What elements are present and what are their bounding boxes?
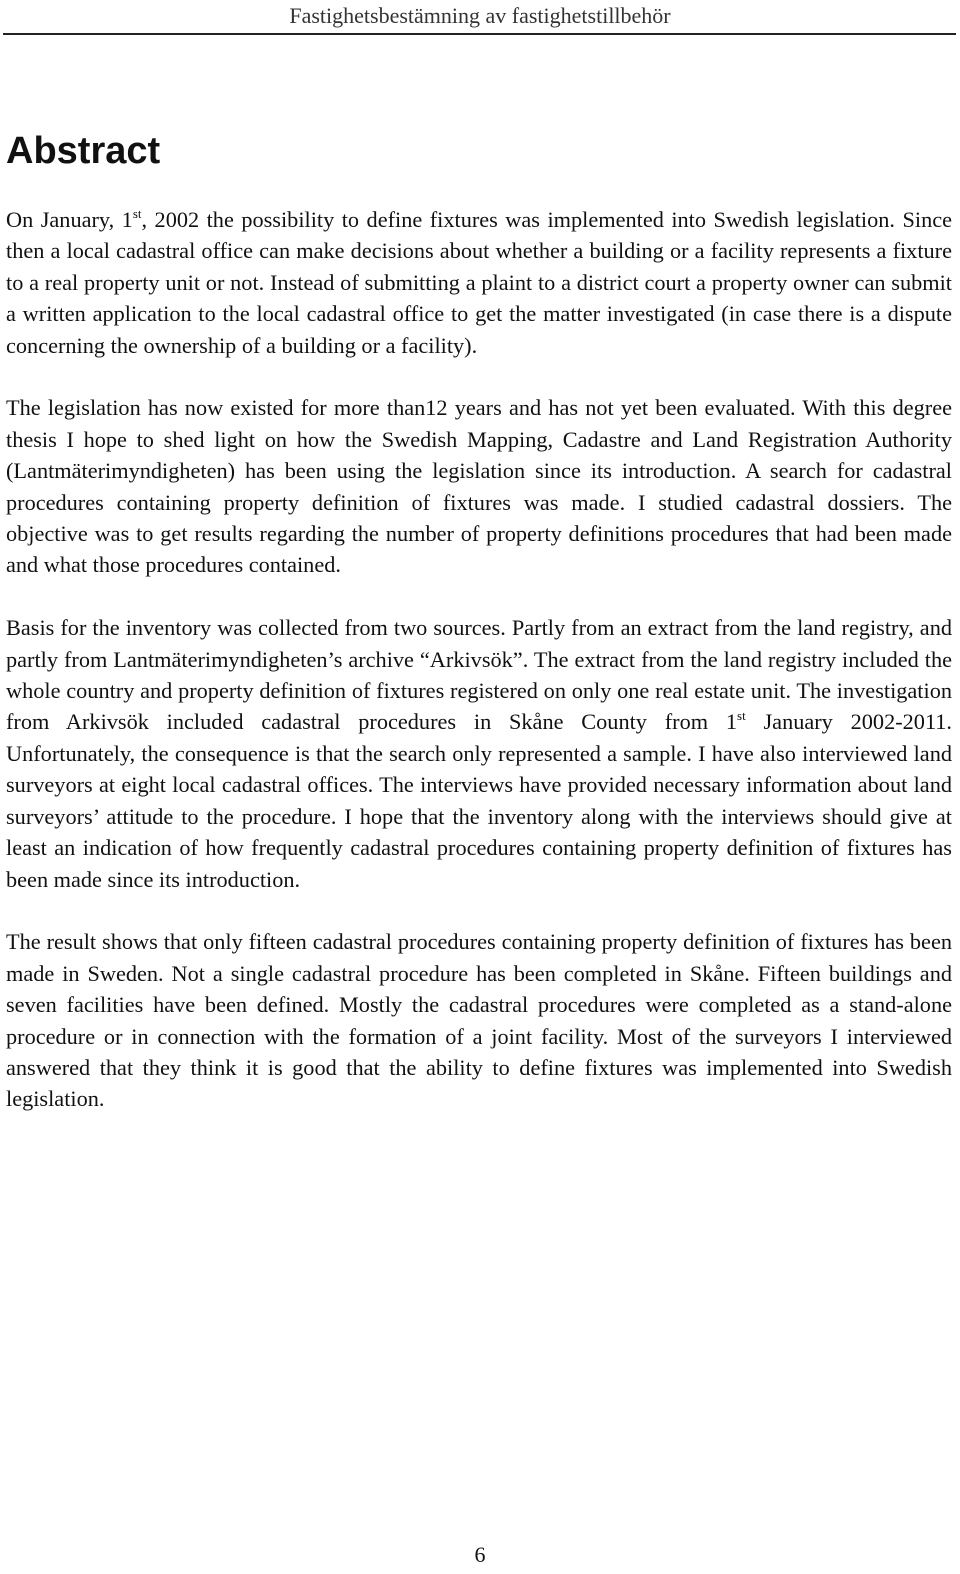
- abstract-body: [6, 204, 952, 1146]
- paragraph-3-rest: January 2002-2011. Unfortunately, the consequence is that the search only represented a sample. I have also interviewed land surveyors at eight local cadastral offices. The interviews have provided necessary information about land surveyors’ attitude to the procedure. I hope that the inventory along with the interviews should give at least an indication of how frequently cadastral procedures containing property definition of fixtures has been made since its introduction.: [6, 709, 952, 892]
- paragraph-2: The legislation has now existed for more than12 years and has not yet been evaluated. With this degree thesis I hope to shed light on how the Swedish Mapping, Cadastre and Land Registration Authority (Lantmäterimyndigheten) has been using the legislation since its introduction. A search for cadastral procedures containing property definition of fixtures was made. I studied cadastral dossiers. The objective was to get results regarding the number of property definitions procedures that had been made and what those procedures contained.: [6, 395, 952, 578]
- section-heading: Abstract: [6, 130, 161, 172]
- paragraph-1: [6, 204, 952, 361]
- page-number: 6: [474, 1542, 486, 1567]
- ordinal-suffix: st: [132, 206, 142, 221]
- paragraph-4: The result shows that only fifteen cadastral procedures containing property definition of fixtures has been made in Sweden. Not a single cadastral procedure has been completed in Skåne. Fifteen buildings and seven facilities have been defined. Mostly the cadastral procedures were completed as a stand-alone procedure or in connection with the formation of a joint facility. Most of the surveyors I interviewed answered that they think it is good that the ability to define fixtures was implemented into Swedish legislation.: [6, 929, 952, 1112]
- header-divider: [3, 33, 956, 35]
- paragraph-1-start: On January, 1: [6, 207, 133, 232]
- paragraph-3-start: Basis for the inventory was collected from two sources. Partly from an extract from the land registry, and partly from Lantmäterimyndigheten’s archive “Arkivsök”. The extract from the land registry included the whole country and property definition of fixtures registered on only one real estate unit. The investigation from Arkivsök included cadastral procedures in Skåne County from 1: [6, 615, 952, 735]
- ordinal-suffix: st: [737, 708, 746, 724]
- paragraph-1-rest: , 2002 the possibility to define fixtures was implemented into Swedish legislation. Since then a local cadastral office can make decisions about whether a building or a facility represents a fixture to a real property unit or not. Instead of submitting a plaint to a district court a property owner can submit a written application to the local cadastral office to get the matter investigated (in case there is a dispute concerning the ownership of a building or a facility).: [6, 207, 953, 358]
- running-header: Fastighetsbestämning av fastighetstillbehör: [289, 3, 671, 28]
- paragraph-3: [6, 612, 952, 895]
